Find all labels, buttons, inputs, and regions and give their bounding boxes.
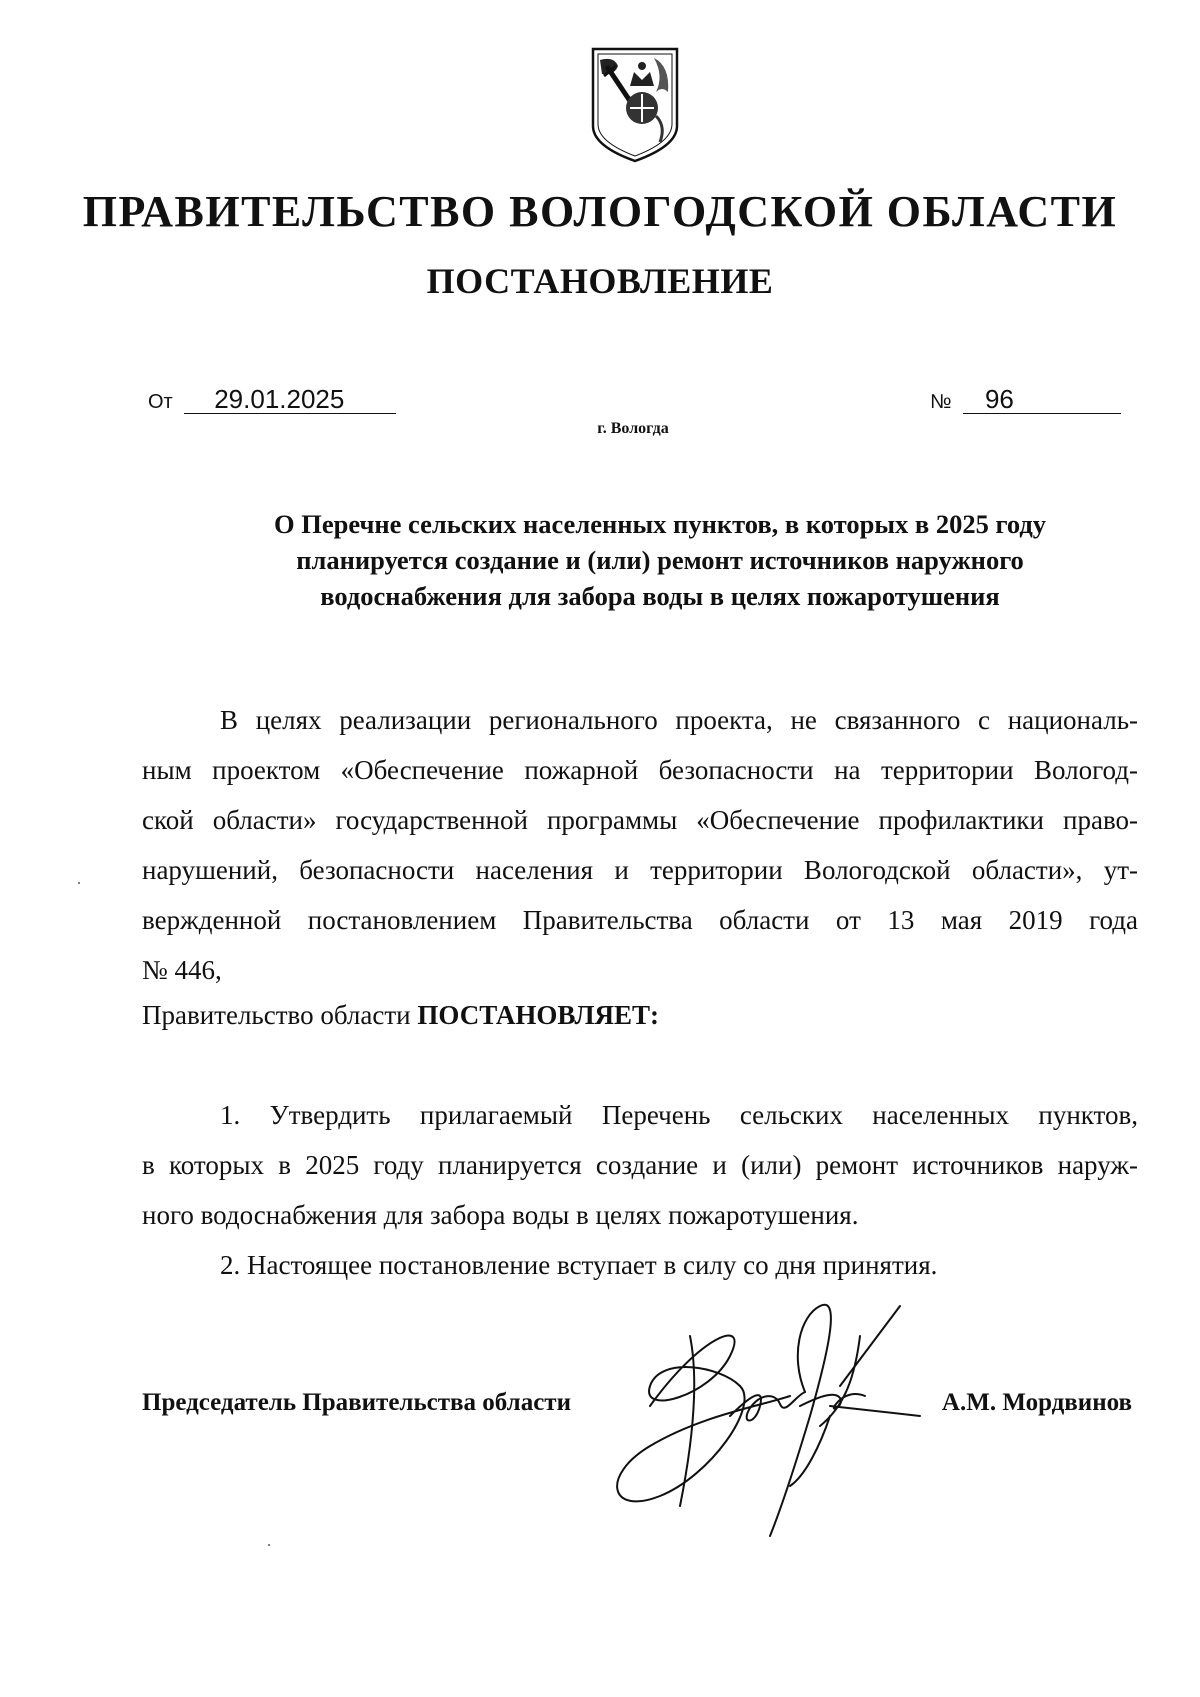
organization-title: ПРАВИТЕЛЬСТВО ВОЛОГОДСКОЙ ОБЛАСТИ xyxy=(82,187,1118,236)
resolution-line xyxy=(142,990,1138,1040)
item-1-line: в которых в 2025 году планируется создание и (или) ремонт источников наруж- xyxy=(142,1150,1138,1180)
preamble-paragraph xyxy=(142,695,1138,995)
signer-name: А.М. Мордвинов xyxy=(941,1389,1132,1416)
number-label: № xyxy=(930,391,952,413)
date-value: 29.01.2025 xyxy=(184,385,396,414)
resolution-prefix: Правительство области xyxy=(142,1000,418,1030)
scan-speck xyxy=(268,1544,270,1546)
item-2-line: 2. Настоящее постановление вступает в силу со дня принятия. xyxy=(220,1250,938,1280)
item-2 xyxy=(142,1240,1138,1290)
item-1-line: 1. Утвердить прилагаемый Перечень сельских населенных пунктов, xyxy=(220,1100,1138,1130)
preamble-line: ным проектом «Обеспечение пожарной безопасности на территории Вологод- xyxy=(142,755,1138,785)
handwritten-signature xyxy=(590,1296,930,1546)
document-type: ПОСТАНОВЛЕНИЕ xyxy=(426,261,774,301)
number-field xyxy=(930,385,1121,414)
signer-role: Председатель Правительства области xyxy=(142,1389,571,1416)
item-1 xyxy=(142,1090,1138,1240)
number-value: 96 xyxy=(963,385,1121,414)
coat-of-arms-emblem xyxy=(590,46,680,164)
resolution-verb: ПОСТАНОВЛЯЕТ: xyxy=(417,1000,659,1030)
subject-line: О Перечне сельских населенных пунктов, в которых в 2025 году xyxy=(274,509,1046,539)
preamble-line: № 446, xyxy=(142,955,222,985)
scan-speck xyxy=(78,882,80,884)
item-1-line: ного водоснабжения для забора воды в целях пожаротушения. xyxy=(142,1200,859,1230)
date-label: От xyxy=(148,391,173,413)
preamble-line: В целях реализации регионального проекта, не связанного с националь- xyxy=(220,705,1138,735)
preamble-line: ской области» государственной программы «Обеспечение профилактики право- xyxy=(142,805,1138,835)
date-field xyxy=(148,385,396,414)
city-name: г. Вологда xyxy=(597,420,669,437)
preamble-line: вержденной постановлением Правительства области от 13 мая 2019 года xyxy=(142,905,1138,935)
document-subject xyxy=(230,506,1090,614)
subject-line: планируется создание и (или) ремонт источников наружного xyxy=(296,545,1024,575)
preamble-line: нарушений, безопасности населения и территории Вологодской области», ут- xyxy=(142,855,1138,885)
subject-line: водоснабжения для забора воды в целях пожаротушения xyxy=(320,581,1000,611)
